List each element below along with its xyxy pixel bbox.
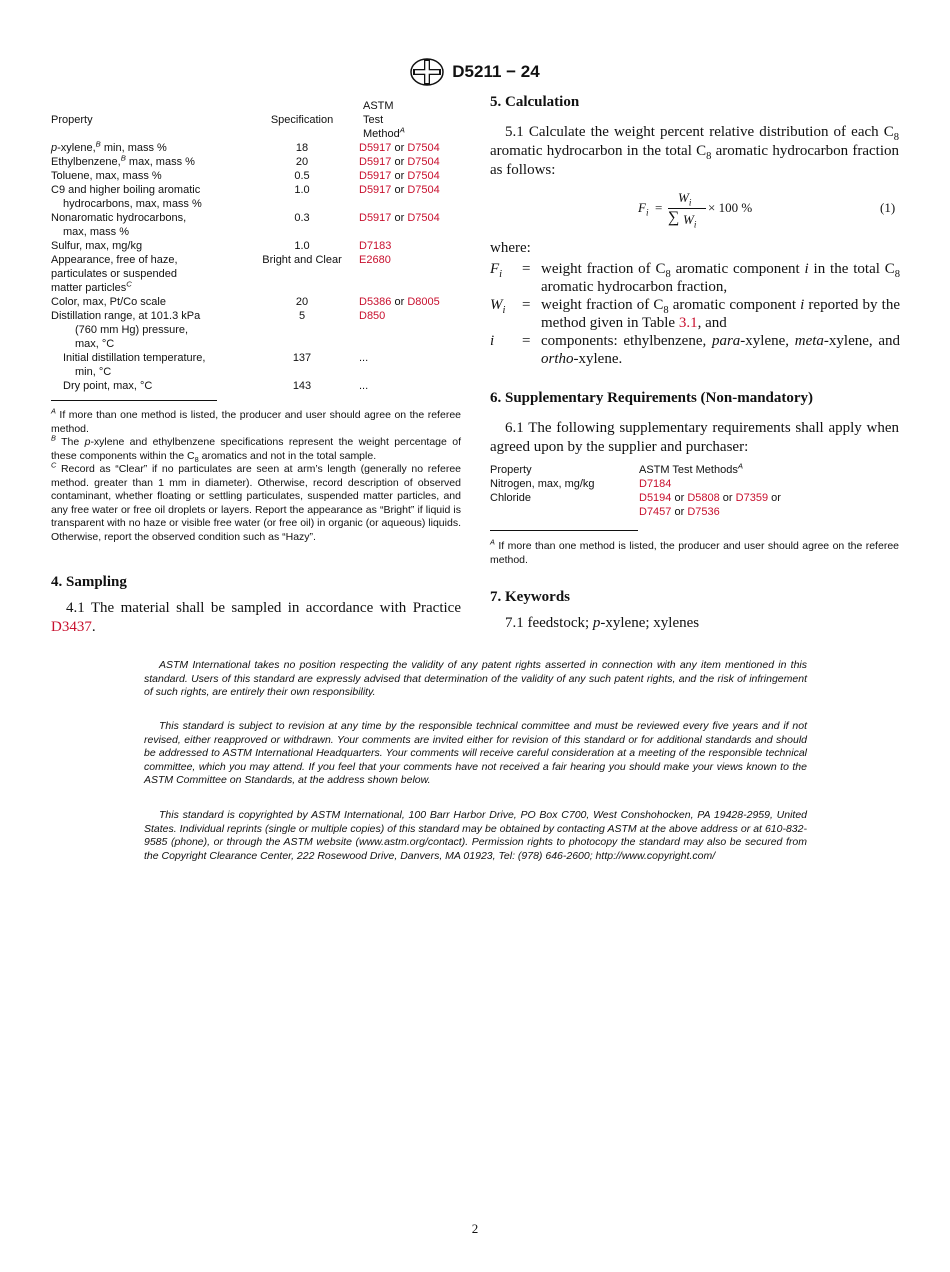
- table-row: Chloride D5194 or D5808 or D7359 or D7457 or D7536: [490, 492, 781, 518]
- section-5-heading: 5. Calculation: [490, 94, 580, 110]
- method-link[interactable]: D5917: [359, 212, 392, 224]
- footnote-a: $^A$ If more than one method is listed, the producer and user should agree on the referee method.: [51, 406, 461, 435]
- astm-logo-icon: [410, 58, 444, 86]
- page-number: 2: [471, 1221, 479, 1236]
- supplementary-table: [490, 463, 781, 519]
- method-link[interactable]: D8005: [407, 296, 440, 308]
- col-header-method: ASTM Test Method$^A$: [363, 100, 405, 140]
- table-row: Dry point, max, °C 143 ...: [63, 380, 369, 392]
- equation-1: $F_i$ = $W_i$ ∑ $W_i$ × 100 % (1): [638, 190, 896, 230]
- footnote-divider: [51, 400, 217, 401]
- method-link[interactable]: D5917: [359, 170, 392, 182]
- table-row: Nitrogen, max, mg/kg D7184: [490, 478, 672, 490]
- method-link[interactable]: D7536: [687, 506, 720, 518]
- variable-definitions: [490, 260, 900, 368]
- section-7-heading: 7. Keywords: [490, 589, 570, 605]
- section-5-paragraph: 5.1 Calculate the weight percent relative distribution of each $C_8$ aromatic hydrocarbon in the total $C_8$ aromatic hydrocarbon fraction as follows:: [490, 124, 900, 178]
- method-link[interactable]: D5917: [359, 142, 392, 154]
- section-6-paragraph: 6.1 The following supplementary requirements shall apply when agreed upon by the supplier and purchaser:: [490, 420, 899, 455]
- table-row: Distillation range, at 101.3 kPa (760 mm Hg) pressure, max, °C 5 D850: [51, 310, 386, 350]
- table-footnotes: [51, 406, 461, 544]
- document-designation: D5211 − 24: [452, 62, 540, 81]
- table-row: Initial distillation temperature, min, °C 137 ...: [63, 352, 369, 378]
- col-header-specification: Specification: [270, 114, 334, 126]
- definition-row: $F_i$ = weight fraction of $C_8$ aromatic component i in the total $C_8$ aromatic hydrocarbon fraction,: [490, 261, 901, 295]
- section-7-paragraph: 7.1 feedstock; p-xylene; xylenes: [505, 615, 700, 631]
- definition-row: i = components: ethylbenzene, para-xylene, meta-xylene, and ortho-xylene.: [490, 333, 900, 367]
- table-row: Ethylbenzene,$^B$ max, mass % 20 D5917 or D7504: [51, 153, 440, 168]
- method-link[interactable]: D7184: [639, 478, 672, 490]
- method-link[interactable]: E2680: [359, 254, 391, 266]
- method-link[interactable]: D7504: [407, 212, 440, 224]
- method-link[interactable]: D7504: [407, 156, 440, 168]
- method-link[interactable]: D7457: [639, 506, 672, 518]
- patent-notice: ASTM International takes no position respecting the validity of any patent rights asserted in connection with any item mentioned in this standard. Users of this standard are expressly advised that determination of the validity of any such patent rights, and the risk of infringement of such rights, are entirely their own responsibility.: [144, 659, 807, 698]
- method-link[interactable]: D850: [359, 310, 386, 322]
- definition-row: $W_i$ = weight fraction of $C_8$ aromatic component i reported by the method given in Table 3.1, and: [490, 297, 900, 331]
- method-link[interactable]: D7183: [359, 240, 392, 252]
- table-row: p-xylene,$^B$ min, mass % 18 D5917 or D7504: [51, 139, 440, 154]
- table-row: Sulfur, max, mg/kg 1.0 D7183: [51, 240, 392, 252]
- col-header-property: Property: [51, 114, 93, 126]
- table-row: C9 and higher boiling aromatic hydrocarbons, max, mass % 1.0 D5917 or D7504: [51, 184, 440, 210]
- method-link[interactable]: D7359: [735, 492, 769, 504]
- section-6-heading: 6. Supplementary Requirements (Non-mandatory): [490, 390, 814, 406]
- method-link[interactable]: D5808: [687, 492, 720, 504]
- revision-notice: This standard is subject to revision at any time by the responsible technical committee and must be reviewed every five years and if not revised, either reapproved or withdrawn. Your comments are invited either for revision of this standard or for additional standards and should be addressed to ASTM International Headquarters. Your comments will receive careful consideration at a meeting of the responsible technical committee, which you may attend. If you feel that your comments have not received a fair hearing you should make your views known to the ASTM Committee on Standards, at the address shown below.: [144, 720, 807, 786]
- table-header-row: [51, 99, 461, 141]
- method-link[interactable]: D5386: [359, 296, 392, 308]
- table-header-row: Property ASTM Test Methods$^A$: [490, 461, 743, 476]
- footnote-divider: [490, 530, 638, 531]
- method-link[interactable]: D7504: [407, 142, 440, 154]
- practice-link[interactable]: D3437: [51, 619, 92, 635]
- equation-number: (1): [880, 200, 896, 215]
- table-row: Toluene, max, mass % 0.5 D5917 or D7504: [51, 170, 440, 182]
- table-row: Appearance, free of haze, particulates or suspended matter particles$^C$ Bright and Clear E2680: [51, 254, 391, 294]
- section-4-heading: 4. Sampling: [51, 574, 127, 590]
- table-link[interactable]: 3.1: [678, 315, 698, 331]
- table-row: Nonaromatic hydrocarbons, max, mass % 0.3 D5917 or D7504: [51, 212, 440, 238]
- method-link[interactable]: D7504: [407, 184, 440, 196]
- where-label: where:: [490, 240, 531, 256]
- method-link[interactable]: D5194: [639, 492, 672, 504]
- method-link[interactable]: D5917: [359, 156, 392, 168]
- table-row: Color, max, Pt/Co scale 20 D5386 or D8005: [51, 296, 440, 308]
- page-header: [0, 58, 950, 86]
- copyright-notice: This standard is copyrighted by ASTM International, 100 Barr Harbor Drive, PO Box C700, West Conshohocken, PA 19428-2959, United States. Individual reprints (single or multiple copies) of this standard may be obtained by contacting ASTM at the above address or at 610-832-9585 (phone), or through the ASTM website (www.astm.org/contact). Permission rights to photocopy the standard may also be secured from the Copyright Clearance Center, 222 Rosewood Drive, Danvers, MA 01923, Tel: (978) 646-2600; http://www.copyright.com/: [144, 809, 807, 862]
- footnote-c: $^C$ Record as “Clear” if no particulates are seen at arm’s length (generally no referee method. greater than 1 mm in diameter). Otherwise, record description of observed contaminant, whether floating or settling particulates, suspended matter particles, and any free water or free oil droplets or layers. Report the appearance as “Bright” if liquid is transparent with no haze or visible free water (or free oil) in organic (or aqueous) liquids. Otherwise, report the observed condition such as “Hazy”.: [51, 460, 461, 543]
- section-4-paragraph: 4.1 The material shall be sampled in accordance with Practice D3437.: [51, 600, 461, 635]
- footnote-b: $^B$ The p-xylene and ethylbenzene specifications represent the weight percentage of these components within the $C_8$ aromatics and not in the total sample.: [51, 433, 461, 464]
- method-link[interactable]: D5917: [359, 184, 392, 196]
- method-link[interactable]: D7504: [407, 170, 440, 182]
- specification-table: [51, 99, 461, 393]
- supplementary-footnote: $^A$ If more than one method is listed, the producer and user should agree on the referee method.: [490, 537, 899, 566]
